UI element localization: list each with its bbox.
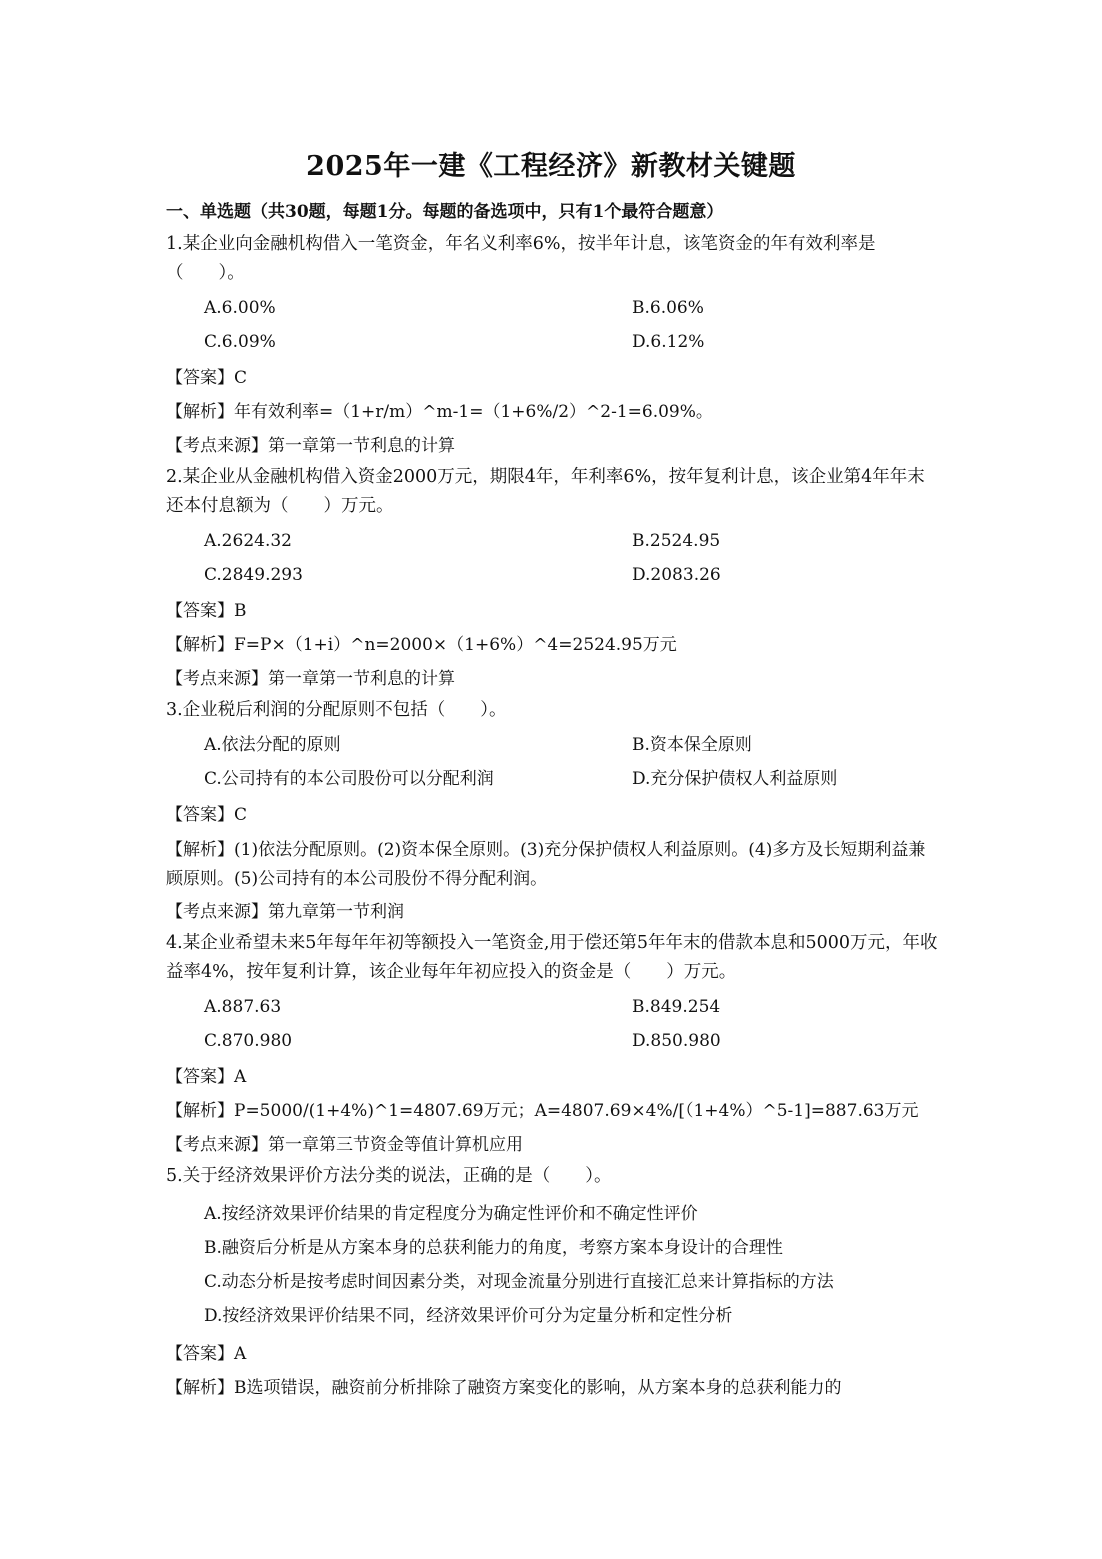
answer-label: 【答案】 xyxy=(166,805,234,825)
source-text: 第九章第一节利润 xyxy=(268,902,404,922)
answer-label: 【答案】 xyxy=(166,1067,234,1087)
question-1 xyxy=(166,230,938,463)
answer-value: C xyxy=(234,805,248,825)
question-3 xyxy=(166,696,938,929)
option-c: C.公司持有的本公司股份可以分配利润 xyxy=(204,769,494,789)
option-a: A.2624.32 xyxy=(204,531,292,551)
option-c: C.2849.293 xyxy=(204,565,303,585)
analysis-text: 年有效利率=（1+r/m）^m-1=（1+6%/2）^2-1=6.09%。 xyxy=(234,402,713,422)
question-stem: 3.企业税后利润的分配原则不包括（ ）。 xyxy=(166,700,507,720)
option-c: C.6.09% xyxy=(204,332,276,352)
answer-line xyxy=(166,361,938,395)
analysis-line xyxy=(166,628,938,662)
question-list xyxy=(166,230,938,1405)
source-line xyxy=(166,895,938,929)
option-c: C.870.980 xyxy=(204,1031,293,1051)
analysis-label: 【解析】 xyxy=(166,402,234,422)
option-a: A.按经济效果评价结果的肯定程度分为确定性评价和不确定性评价 xyxy=(204,1204,698,1224)
analysis-label: 【解析】 xyxy=(166,1378,234,1398)
option-b: B.6.06% xyxy=(632,298,704,318)
question-stem: 5.关于经济效果评价方法分类的说法，正确的是（ ）。 xyxy=(166,1166,612,1186)
answer-value: A xyxy=(234,1067,247,1087)
analysis-text: P=5000/(1+4%)^1=4807.69万元；A=4807.69×4%/[（1+4%）^5-1]=887.63万元 xyxy=(234,1101,919,1121)
section-heading: 一、单选题（共30题，每题1分。每题的备选项中，只有1个最符合题意） xyxy=(166,202,724,222)
question-stem: 2.某企业从金融机构借入资金2000万元，期限4年，年利率6%，按年复利计息，该企业第4年年末还本付息额为（ ）万元。 xyxy=(166,467,925,516)
analysis-line xyxy=(166,836,938,894)
source-line xyxy=(166,1128,938,1162)
option-d: D.850.980 xyxy=(632,1031,721,1051)
answer-value: C xyxy=(234,368,248,388)
answer-line xyxy=(166,798,938,832)
option-b: B.2524.95 xyxy=(632,531,721,551)
option-list xyxy=(166,1197,938,1333)
analysis-line xyxy=(166,1094,938,1128)
source-line xyxy=(166,429,938,463)
question-4 xyxy=(166,929,938,1162)
option-grid xyxy=(166,527,938,590)
answer-line xyxy=(166,594,938,628)
source-text: 第一章第三节资金等值计算机应用 xyxy=(268,1135,523,1155)
option-d: D.充分保护债权人利益原则 xyxy=(632,769,838,789)
option-d: D.2083.26 xyxy=(632,565,721,585)
answer-label: 【答案】 xyxy=(166,601,234,621)
analysis-text: B选项错误，融资前分析排除了融资方案变化的影响，从方案本身的总获利能力的 xyxy=(234,1378,842,1398)
source-line xyxy=(166,662,938,696)
option-a: A.依法分配的原则 xyxy=(204,735,341,755)
option-b: B.资本保全原则 xyxy=(632,735,752,755)
option-b: B.融资后分析是从方案本身的总获利能力的角度，考察方案本身设计的合理性 xyxy=(204,1238,783,1258)
analysis-text: (1)依法分配原则。(2)资本保全原则。(3)充分保护债权人利益原则。(4)多方及长短期利益兼顾原则。(5)公司持有的本公司股份不得分配利润。 xyxy=(166,840,926,889)
source-label: 【考点来源】 xyxy=(166,1135,268,1155)
source-label: 【考点来源】 xyxy=(166,902,268,922)
answer-label: 【答案】 xyxy=(166,368,234,388)
answer-line xyxy=(166,1060,938,1094)
analysis-line xyxy=(166,395,938,429)
document-title: 2025年一建《工程经济》新教材关键题 xyxy=(306,151,796,182)
option-c: C.动态分析是按考虑时间因素分类，对现金流量分别进行直接汇总来计算指标的方法 xyxy=(204,1272,834,1292)
analysis-line xyxy=(166,1371,938,1405)
analysis-label: 【解析】 xyxy=(166,1101,234,1121)
option-grid xyxy=(166,294,938,357)
question-stem: 4.某企业希望未来5年每年年初等额投入一笔资金,用于偿还第5年年末的借款本息和5000万元，年收益率4%，按年复利计算，该企业每年年初应投入的资金是（ ）万元。 xyxy=(166,933,938,982)
source-text: 第一章第一节利息的计算 xyxy=(268,436,455,456)
answer-value: A xyxy=(234,1344,247,1364)
source-label: 【考点来源】 xyxy=(166,669,268,689)
option-a: A.6.00% xyxy=(204,298,276,318)
answer-label: 【答案】 xyxy=(166,1344,234,1364)
source-label: 【考点来源】 xyxy=(166,436,268,456)
source-text: 第一章第一节利息的计算 xyxy=(268,669,455,689)
analysis-label: 【解析】 xyxy=(166,840,234,860)
option-grid xyxy=(166,993,938,1056)
option-grid xyxy=(166,731,938,794)
question-2 xyxy=(166,463,938,696)
option-b: B.849.254 xyxy=(632,997,721,1017)
analysis-text: F=P×（1+i）^n=2000×（1+6%）^4=2524.95万元 xyxy=(234,635,677,655)
question-5 xyxy=(166,1162,938,1405)
analysis-label: 【解析】 xyxy=(166,635,234,655)
question-stem: 1.某企业向金融机构借入一笔资金，年名义利率6%，按半年计息，该笔资金的年有效利率是（ ）。 xyxy=(166,234,876,283)
option-d: D.6.12% xyxy=(632,332,705,352)
option-d: D.按经济效果评价结果不同，经济效果评价可分为定量分析和定性分析 xyxy=(204,1306,733,1326)
answer-value: B xyxy=(234,601,247,621)
option-a: A.887.63 xyxy=(204,997,282,1017)
answer-line xyxy=(166,1337,938,1371)
